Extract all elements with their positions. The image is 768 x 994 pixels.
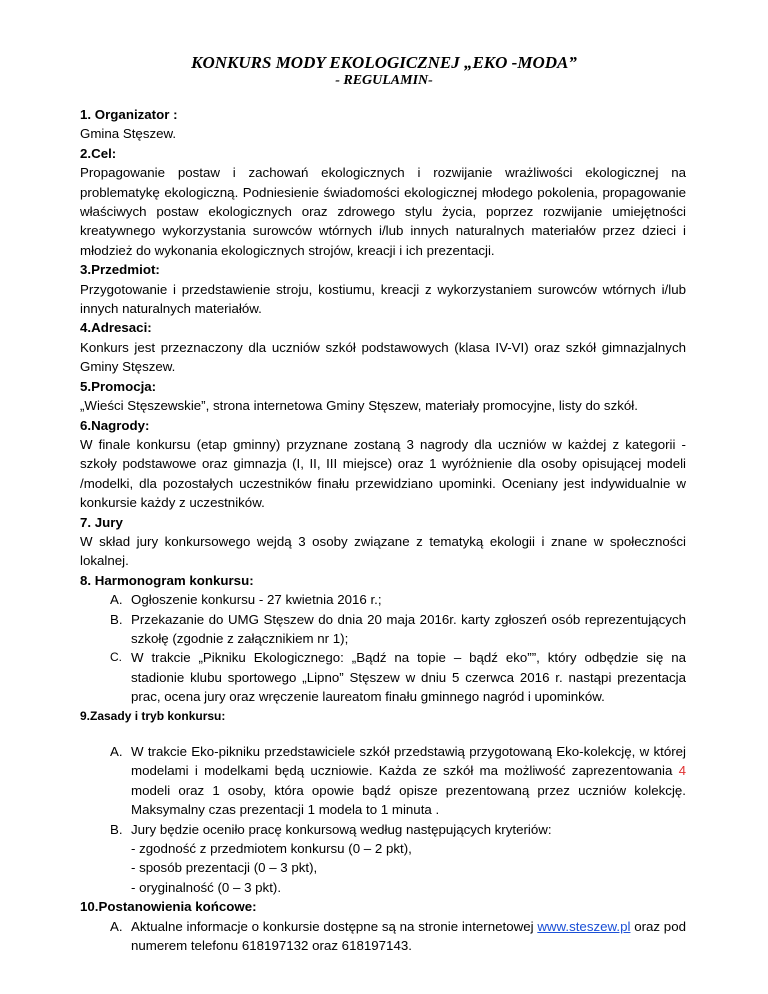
list-marker: C. [110, 650, 122, 665]
spacer [80, 726, 686, 742]
section-8-heading: 8. Harmonogram konkursu: [80, 572, 254, 588]
section-2-text: Propagowanie postaw i zachowań ekologicznych i rozwijanie wrażliwości ekologicznej na problematykę ekologiczną. Podniesienie świadomości ekologicznej młodego pokolenia, propagowanie właściwych postaw ekologicznych oraz zdrowego stylu życia, poprzez rozwijanie umiejętności kreatywnego wykorzystania surowców wtórnych i/lub innych naturalnych materiałów przez dzieci i młodzież do wykonania ekologicznych strojów, kreacji i ich prezentacji. [80, 165, 686, 258]
regulations-body [80, 105, 686, 955]
section-1-heading: 1. Organizator : [80, 107, 178, 122]
list-marker: B. [110, 611, 123, 627]
schedule-list [80, 590, 686, 706]
rules-item-text: Jury będzie oceniło pracę konkursową według następujących kryteriów: [131, 821, 552, 837]
criterion: - zgodność z przedmiotem konkursu (0 – 2 pkt), [131, 841, 412, 857]
section-9-heading: 9.Zasady i tryb konkursu: [80, 708, 226, 723]
final-item [80, 917, 686, 956]
final-list [80, 917, 686, 956]
rules-item [80, 820, 686, 839]
section-2-heading: 2.Cel: [80, 145, 117, 161]
section-4-text: Konkurs jest przeznaczony dla uczniów szkół podstawowych (klasa IV-VI) oraz szkół gimnazjalnych Gminy Stęszew. [80, 339, 686, 375]
schedule-item-text: Przekazanie do UMG Stęszew do dnia 20 maja 2016r. karty zgłoszeń osób reprezentujących szkołę (zgodnie z załącznikiem nr 1); [131, 611, 686, 646]
section-5-text: „Wieści Stęszewskie”, strona internetowa Gminy Stęszew, materiały promocyjne, listy do szkół. [80, 398, 638, 414]
rules-item [80, 742, 686, 820]
criterion: - oryginalność (0 – 3 pkt). [131, 879, 282, 895]
section-3-text: Przygotowanie i przedstawienie stroju, kostiumu, kreacji z wykorzystaniem surowców wtórnych i/lub innych naturalnych materiałów. [80, 281, 686, 317]
models-count: 4 [678, 763, 686, 779]
website-link[interactable]: www.steszew.pl [537, 918, 631, 934]
schedule-item [80, 590, 686, 609]
section-1-text: Gmina Stęszew. [80, 126, 177, 142]
document-subtitle: - REGULAMIN- [335, 73, 433, 88]
list-marker: A. [110, 744, 123, 759]
rules-list [80, 742, 686, 839]
list-marker: A. [110, 592, 123, 608]
final-item-text-cont: oraz pod numerem telefonu 618197132 oraz 618197143. [131, 918, 686, 954]
section-6-text: W finale konkursu (etap gminny) przyznane zostaną 3 nagrody dla uczniów w każdej z kategorii - szkoły podstawowe oraz gimnazja (I, II, III miejsce) oraz 1 wyróżnienie dla osoby opisującej modeli /modelki, dla pozostałych uczestników finału przewidziano upominki. Oceniany jest indywidualnie w konkursie każdy z uczestników. [80, 436, 686, 511]
section-7-text: W skład jury konkursowego wejdą 3 osoby związane z tematyką ekologii i znane w społeczności lokalnej. [80, 533, 686, 569]
list-marker: A. [110, 918, 123, 934]
rules-item-text-cont: modeli oraz 1 osoby, która opowie bądź opisze prezentowaną przez uczniów kolekcję. Maksymalny czas prezentacji 1 modela to 1 minuta . [131, 782, 686, 818]
final-item-text: Aktualne informacje o konkursie dostępne są na stronie internetowej [131, 918, 538, 934]
section-3-heading: 3.Przedmiot: [80, 262, 160, 278]
schedule-item [80, 648, 686, 706]
section-5-heading: 5.Promocja: [80, 378, 157, 394]
section-10-heading: 10.Postanowienia końcowe: [80, 899, 257, 915]
section-7-heading: 7. Jury [80, 514, 123, 530]
section-4-heading: 4.Adresaci: [80, 320, 152, 336]
schedule-item-text: Ogłoszenie konkursu - 27 kwietnia 2016 r.; [131, 592, 382, 608]
rules-item-text: W trakcie Eko-pikniku przedstawiciele szkół przedstawią przygotowaną Eko-kolekcję, w której modelami i modelkami będą uczniowie. Każda ze szkół ma możliwość zaprezentowania [131, 744, 686, 779]
schedule-item-text: W trakcie „Pikniku Ekologicznego: „Bądź na topie – bądź eko””, który odbędzie się na stadionie klubu sportowego „Lipno” Stęszew w dniu 5 czerwca 2016 r. nastąpi prezentacja prac, ocena jury oraz wręczenie laureatom finału gminnego nagród i upominków. [131, 650, 686, 705]
section-6-heading: 6.Nagrody: [80, 417, 150, 433]
criterion: - sposób prezentacji (0 – 3 pkt), [131, 860, 318, 876]
list-marker: B. [110, 821, 123, 837]
document-title: KONKURS MODY EKOLOGICZNEJ „EKO -MODA” [191, 53, 577, 72]
schedule-item [80, 610, 686, 649]
